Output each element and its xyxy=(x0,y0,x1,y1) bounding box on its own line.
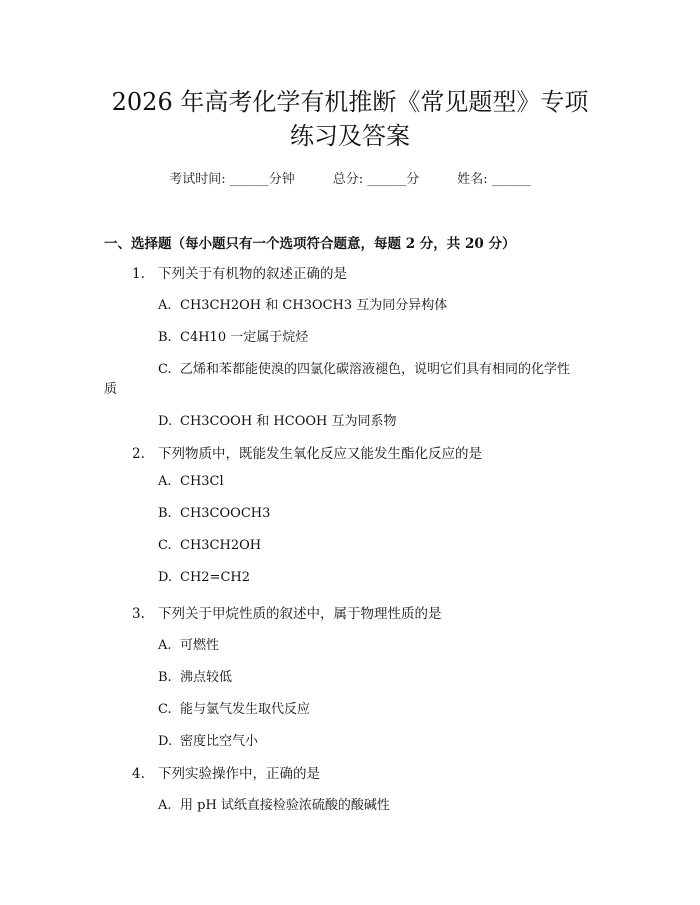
section-heading-multiple-choice: 一、选择题（每小题只有一个选项符合题意，每题 2 分，共 20 分） xyxy=(104,236,516,252)
option-label: C. xyxy=(158,362,172,377)
option-label: C. xyxy=(158,702,172,717)
option-label: A. xyxy=(158,298,172,313)
option-text: C4H10 一定属于烷烃 xyxy=(180,330,309,345)
option-text: CH3Cl xyxy=(180,474,224,489)
option-label: B. xyxy=(158,506,172,521)
question-1-option-d xyxy=(158,410,397,429)
option-label: A. xyxy=(158,798,172,813)
option-label: A. xyxy=(158,638,172,653)
question-2-option-b xyxy=(158,506,270,521)
student-name-field: 姓名: ______ xyxy=(457,172,531,187)
option-text: 能与氯气发生取代反应 xyxy=(180,702,311,717)
question-text: 下列关于有机物的叙述正确的是 xyxy=(158,266,347,282)
question-1-option-a xyxy=(158,294,447,313)
question-number: 3. xyxy=(132,606,145,622)
question-number: 1. xyxy=(132,266,145,282)
option-label: A. xyxy=(158,474,172,489)
exam-meta xyxy=(0,168,700,187)
question-3-option-a xyxy=(158,634,219,653)
question-number: 4. xyxy=(132,766,145,782)
option-text: 密度比空气小 xyxy=(180,734,259,749)
question-3-option-c xyxy=(158,698,310,717)
question-1-option-c-wrap: 质 xyxy=(104,382,118,397)
option-text: CH3CH2OH xyxy=(180,538,262,553)
question-text: 下列物质中，既能发生氧化反应又能发生酯化反应的是 xyxy=(158,446,482,462)
document-title-line-2: 练习及答案 xyxy=(290,122,410,150)
option-text: CH3CH2OH 和 CH3OCH3 互为同分异构体 xyxy=(180,298,448,313)
question-1-option-c xyxy=(158,358,570,377)
question-text: 下列实验操作中，正确的是 xyxy=(158,766,320,782)
option-text: CH3COOH 和 HCOOH 互为同系物 xyxy=(180,414,397,429)
question-2 xyxy=(132,442,482,462)
option-label: B. xyxy=(158,670,172,685)
question-1-option-b xyxy=(158,326,308,345)
question-2-option-a xyxy=(158,474,224,489)
question-text: 下列关于甲烷性质的叙述中，属于物理性质的是 xyxy=(158,606,442,622)
total-score-field: 总分: ______分 xyxy=(332,172,420,187)
question-4 xyxy=(132,762,320,782)
option-text: CH3COOCH3 xyxy=(180,506,271,521)
option-text: 用 pH 试纸直接检验浓硫酸的酸碱性 xyxy=(180,798,390,813)
option-text: 沸点较低 xyxy=(180,670,233,685)
option-label: D. xyxy=(158,734,173,749)
question-3-option-b xyxy=(158,666,232,685)
option-label: D. xyxy=(158,414,173,429)
option-text: 乙烯和苯都能使溴的四氯化碳溶液褪色，说明它们具有相同的化学性 xyxy=(180,362,571,377)
question-4-option-a xyxy=(158,794,390,813)
question-1 xyxy=(132,262,347,282)
question-2-option-d xyxy=(158,570,250,585)
question-2-option-c xyxy=(158,538,261,553)
question-3 xyxy=(132,602,442,622)
question-number: 2. xyxy=(132,446,145,462)
exam-time-field: 考试时间: ______分钟 xyxy=(169,172,295,187)
question-3-option-d xyxy=(158,730,258,749)
option-text: 可燃性 xyxy=(180,638,220,653)
document-title-line-1: 2026 年高考化学有机推断《常见题型》专项 xyxy=(111,88,589,116)
option-label: C. xyxy=(158,538,172,553)
option-label: D. xyxy=(158,570,173,585)
option-label: B. xyxy=(158,330,172,345)
option-text: CH2=CH2 xyxy=(180,570,251,585)
